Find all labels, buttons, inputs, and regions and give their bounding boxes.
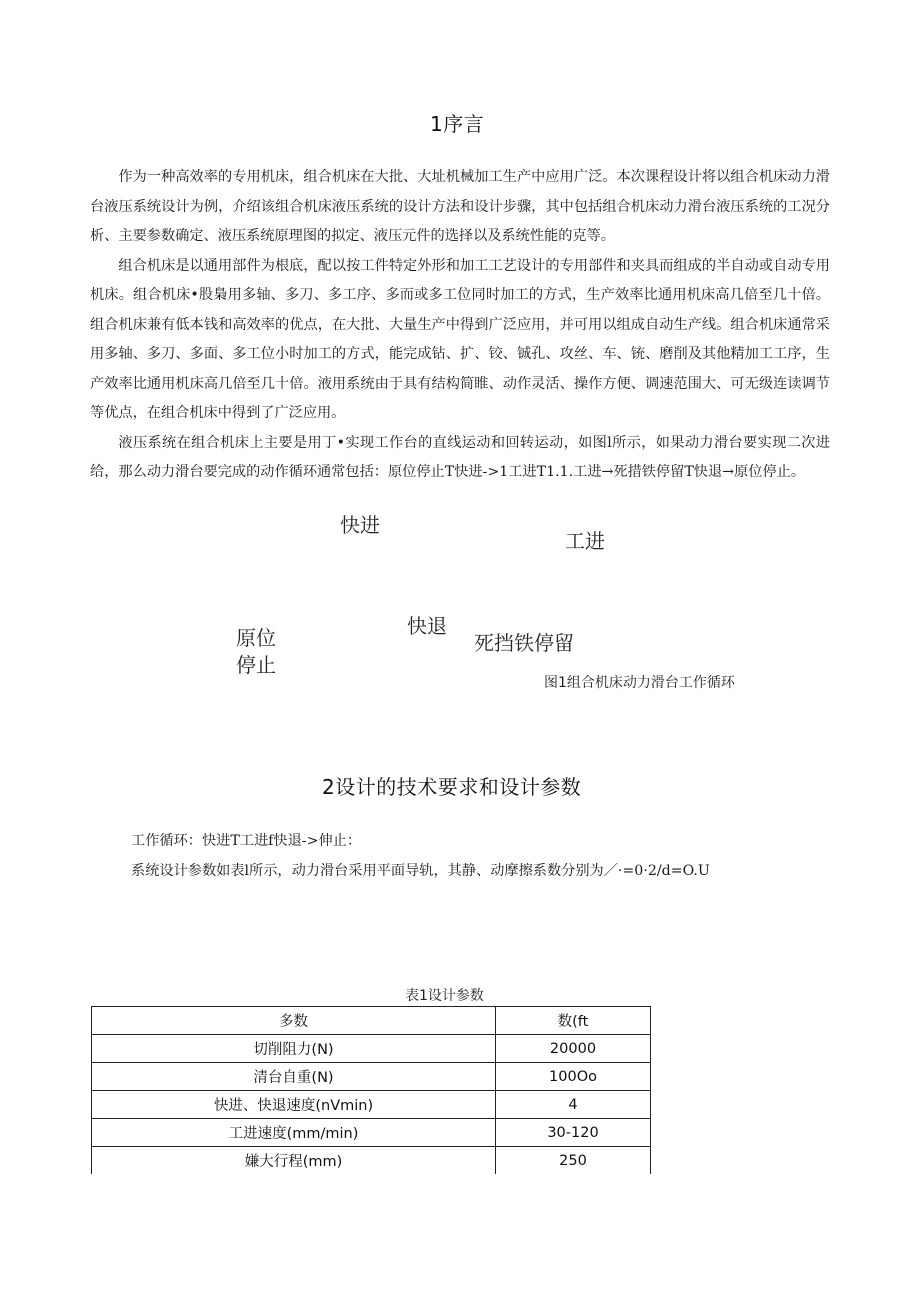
param-cell: 工进速度(mm/min) (92, 1119, 496, 1147)
paragraph-hydraulic-cycle: 液压系统在组合机床上主要是用丁•实现工作台的直线运动和回转运动，如图l所示，如果动力滑台要实现二次进给，那么动力滑台要完成的动作循环通常包括：原位停止T快进->1工进T1.1.工进→死措铁停留T快退→原位停止。 (90, 434, 830, 480)
figure-label-work-feed: 工进 (565, 529, 605, 553)
table-header-row (92, 1007, 651, 1035)
header-param: 多数 (92, 1007, 496, 1035)
figure-label-home-line1: 原位 (236, 626, 276, 650)
table-row (92, 1063, 651, 1091)
work-cycle-line: 工作循环：快进T工进f快退->伸止： (131, 833, 362, 849)
section-2-heading: 2设计的技术要求和设计参数 (322, 775, 582, 799)
figure-label-fast-return: 快退 (407, 614, 447, 638)
design-parameters-table (91, 1006, 651, 1174)
param-cell: 快进、快退速度(nVmin) (92, 1091, 496, 1119)
table-row (92, 1119, 651, 1147)
table-row (92, 1035, 651, 1063)
figure-1-caption: 图1组合机床动力滑台工作循环 (544, 675, 735, 691)
paragraph-intro: 作为一种高效率的专用机床，组合机床在大批、大址机械加工生产中应用广泛。本次课程设计将以组合机床动力滑台液压系统设计为例，介绍该组合机床液压系统的设计方法和设计步骤，其中包括组合机床动力滑台液压系统的工况分析、主要参数确定、液压系统原理图的拟定、液压元件的选择以及系统性能的克等。 (90, 169, 830, 244)
header-value: 数(ft (496, 1007, 651, 1035)
figure-label-dwell: 死挡铁停留 (474, 631, 574, 655)
section-1-heading: 1序言 (430, 112, 485, 136)
value-cell: 4 (496, 1091, 651, 1119)
table-row (92, 1091, 651, 1119)
table-1-caption: 表1设计参数 (405, 988, 484, 1004)
table-row (92, 1147, 651, 1175)
section-1-body (90, 163, 830, 488)
value-cell: 250 (496, 1147, 651, 1175)
figure-1-work-cycle (0, 500, 920, 700)
param-cell: 清台自重(N) (92, 1063, 496, 1091)
paragraph-machine-tool: 组合机床是以通用部件为根底，配以按工件特定外形和加工工艺设计的专用部件和夹具而组成的半自动或自动专用机床。组合机床•股梟用多轴、多刀、多工序、多而或多工位同时加工的方式，生产效率比通用机床高几倍至几十倍。组合机床兼有低本钱和高效率的优点，在大批、大量生产中得到广泛应用，并可用以组成自动生产线。组合机床通常采用多轴、多刀、多面、多工位小时加工的方式，能完成钻、扩、铰、铖孔、攻丝、车、铳、磨削及其他精加工工序，生产效率比通用机床高几倍至几十倍。液用系统由于具有结构简睢、动作灵活、操作方便、调速范围大、可无级连读调节等优点，在组合机床中得到了广泛应用。 (90, 257, 830, 421)
figure-label-home-line2: 停止 (236, 653, 276, 677)
value-cell: 20000 (496, 1035, 651, 1063)
value-cell: 100Oo (496, 1063, 651, 1091)
param-cell: 切削阻力(N) (92, 1035, 496, 1063)
value-cell: 30-120 (496, 1119, 651, 1147)
figure-label-fast-forward: 快进 (340, 513, 380, 537)
design-parameters-line: 系统设计参数如表l所示，动力滑台采用平面导轨，其静、动摩擦系数分别为／·=0·2/d=O.U (131, 863, 710, 879)
param-cell: 嫌大行程(mm) (92, 1147, 496, 1175)
